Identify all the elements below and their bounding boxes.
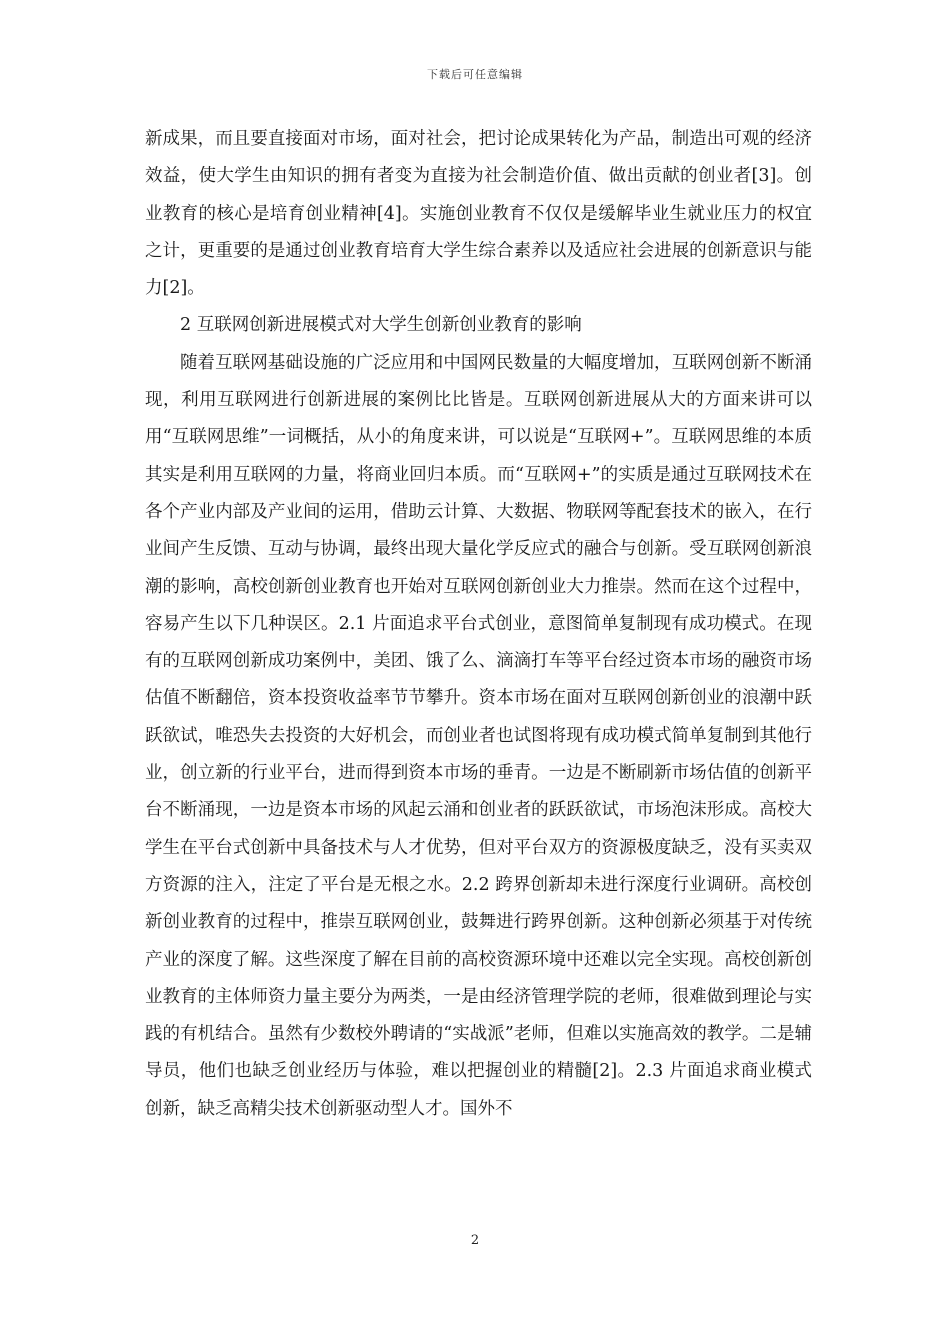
page-number: 2: [470, 1233, 480, 1248]
document-body: [145, 121, 812, 1128]
body-paragraph: 随着互联网基础设施的广泛应用和中国网民数量的大幅度增加，互联网创新不断涌现，利用互联网进行创新进展的案例比比皆是。互联网创新进展从大的方面来讲可以用“互联网思维”一词概括，从小的角度来讲，可以说是“互联网+”。互联网思维的本质其实是利用互联网的力量，将商业回归本质。而“互联网+”的实质是通过互联网技术在各个产业内部及产业间的运用，借助云计算、大数据、物联网等配套技术的嵌入，在行业间产生反馈、互动与协调，最终出现大量化学反应式的融合与创新。受互联网创新浪潮的影响，高校创新创业教育也开始对互联网创新创业大力推崇。然而在这个过程中，容易产生以下几种误区。2.1 片面追求平台式创业，意图简单复制现有成功模式。在现有的互联网创新成功案例中，美团、饿了么、滴滴打车等平台经过资本市场的融资市场估值不断翻倍，资本投资收益率节节攀升。资本市场在面对互联网创新创业的浪潮中跃跃欲试，唯恐失去投资的大好机会，而创业者也试图将现有成功模式简单复制到其他行业，创立新的行业平台，进而得到资本市场的垂青。一边是不断刷新市场估值的创新平台不断涌现，一边是资本市场的风起云涌和创业者的跃跃欲试，市场泡沫形成。高校大学生在平台式创新中具备技术与人才优势，但对平台双方的资源极度缺乏，没有买卖双方资源的注入，注定了平台是无根之水。2.2 跨界创新却未进行深度行业调研。高校创新创业教育的过程中，推崇互联网创业，鼓舞进行跨界创新。这种创新必须基于对传统产业的深度了解。这些深度了解在目前的高校资源环境中还难以完全实现。高校创新创业教育的主体师资力量主要分为两类，一是由经济管理学院的老师，很难做到理论与实践的有机结合。虽然有少数校外聘请的“实战派”老师，但难以实施高效的教学。二是辅导员，他们也缺乏创业经历与体验，难以把握创业的精髓[2]。2.3 片面追求商业模式创新，缺乏高精尖技术创新驱动型人才。国外不: [145, 352, 812, 1119]
page-header: 下载后可任意编辑: [427, 68, 523, 81]
section-heading: 2 互联网创新进展模式对大学生创新创业教育的影响: [180, 315, 582, 336]
body-paragraph: 新成果，而且要直接面对市场，面对社会，把讨论成果转化为产品，制造出可观的经济效益，使大学生由知识的拥有者变为直接为社会制造价值、做出贡献的创业者[3]。创业教育的核心是培育创业精神[4]。实施创业教育不仅仅是缓解毕业生就业压力的权宜之计，更重要的是通过创业教育培育大学生综合素养以及适应社会进展的创新意识与能力[2]。: [145, 129, 812, 299]
